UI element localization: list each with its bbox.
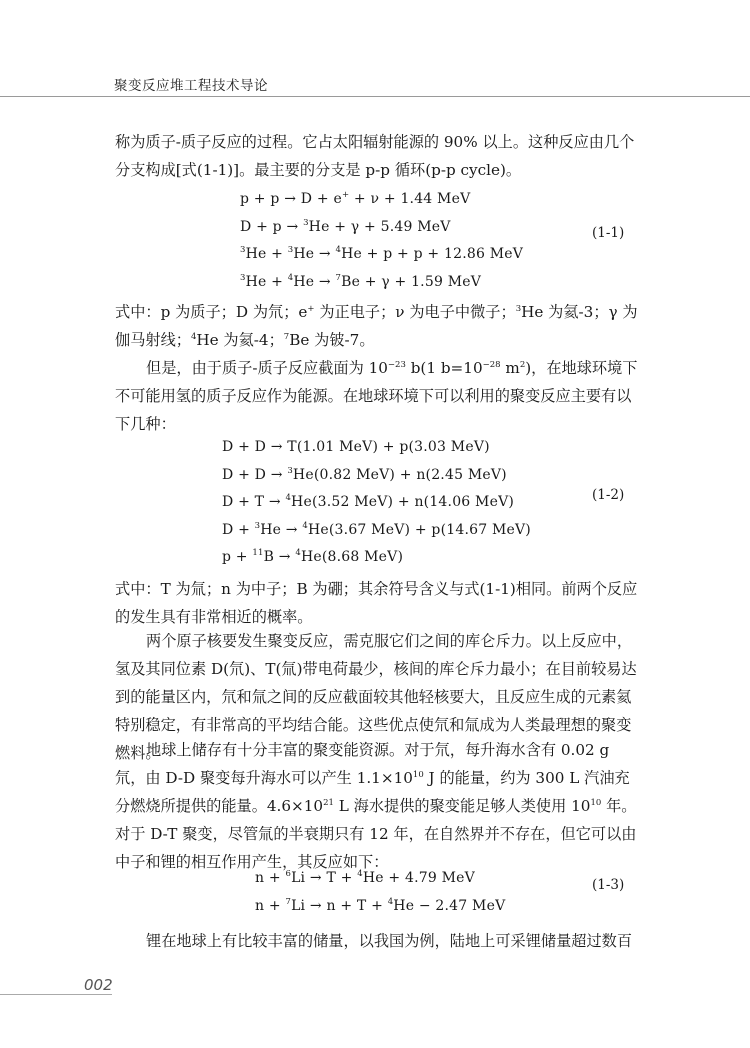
paragraph-symbols-2: 式中：T 为氚；n 为中子；B 为硼；其余符号含义与式(1-1)相同。前两个反应的发生具有非常相近的概率。 <box>115 580 638 626</box>
equation-number-1-2: (1-2) <box>592 487 625 503</box>
equation-block-1-3 <box>255 865 505 920</box>
equation-line: n + $^7$Li → n + T + $^4$He − 2.47 MeV <box>255 896 506 914</box>
equation-block-1-2 <box>222 434 531 572</box>
running-header-title: 聚变反应堆工程技术导论 <box>114 78 268 94</box>
header-rule <box>0 96 750 97</box>
page-number: 002 <box>84 976 113 994</box>
paragraph-lithium: 锂在地球上有比较丰富的储量，以我国为例，陆地上可采锂储量超过数百 <box>146 932 632 950</box>
equation-line: D + D → T(1.01 MeV) + p(3.03 MeV) <box>222 439 490 455</box>
running-header <box>0 0 750 96</box>
equation-line: n + $^6$Li → T + $^4$He + 4.79 MeV <box>255 869 475 886</box>
paragraph-coulomb: 两个原子核要发生聚变反应，需克服它们之间的库仑斥力。以上反应中，氢及其同位素 D(氘)、T(氚)带电荷最少，核间的库仑斥力最小；在目前较易达到的能量区内，氘和氚之间的反应截面较其他轻核要大，且反应生成的元素氦特别稳定，有非常高的平均结合能。这些优点使氘和氚成为人类最理想的聚变燃料。 <box>115 632 637 762</box>
equation-number-1-3: (1-3) <box>592 877 625 893</box>
equation-line: D + D → $^3$He(0.82 MeV) + n(2.45 MeV) <box>222 465 507 483</box>
equation-line: $^3$He + $^3$He → $^4$He + p + p + 12.86 MeV <box>240 245 524 262</box>
equation-block-1-1 <box>240 186 523 296</box>
equation-line: p + p → D + e+ + ν + 1.44 MeV <box>240 190 471 207</box>
paragraph-resources: 地球上储存有十分丰富的聚变能资源。对于氘，每升海水含有 0.02 g 氘，由 D-D 聚变每升海水可以产生 $1.1\times 10^{10}$ J 的能量，约为 300 L 汽油充分燃烧所提供的能量。$4.6\times 10^{21}$ L 海水提供的聚变能足够人类使用 $10^{10}$ 年。对于 D-T 聚变，尽管氚的半衰期只有 12 年，在自然界并不存在，但它可以由中子和锂的相互作用产生，其反应如下： <box>115 741 637 871</box>
footer-rule <box>0 994 112 995</box>
paragraph-symbols-1: 式中：p 为质子；D 为氘；e+ 为正电子；ν 为电子中微子；$^3$He 为氦-3；γ 为伽马射线；$^4$He 为氦-4；$^7$Be 为铍-7。 <box>115 303 638 349</box>
equation-line: p + $^{11}$B → $^4$He(8.68 MeV) <box>222 548 404 565</box>
equation-number-1-1: (1-1) <box>592 225 625 241</box>
paragraph-cross-section: 但是，由于质子-质子反应截面为 $10^{-23}$ b(1 $b=10^{-28}$ $m^2$)，在地球环境下不可能用氢的质子反应作为能源。在地球环境下可以利用的聚变反应主要有以下几种： <box>115 359 638 433</box>
equation-line: $^3$He + $^4$He → $^7$Be + γ + 1.59 MeV <box>240 272 482 290</box>
paragraph-pp-reaction: 称为质子-质子反应的过程。它占太阳辐射能源的 90% 以上。这种反应由几个分支构成[式(1-1)]。最主要的分支是 p-p 循环(p-p cycle)。 <box>115 133 635 179</box>
equation-line: D + $^3$He → $^4$He(3.67 MeV) + p(14.67 MeV) <box>222 520 531 538</box>
equation-line: D + p → $^3$He + γ + 5.49 MeV <box>240 217 451 235</box>
equation-line: D + T → $^4$He(3.52 MeV) + n(14.06 MeV) <box>222 493 515 510</box>
